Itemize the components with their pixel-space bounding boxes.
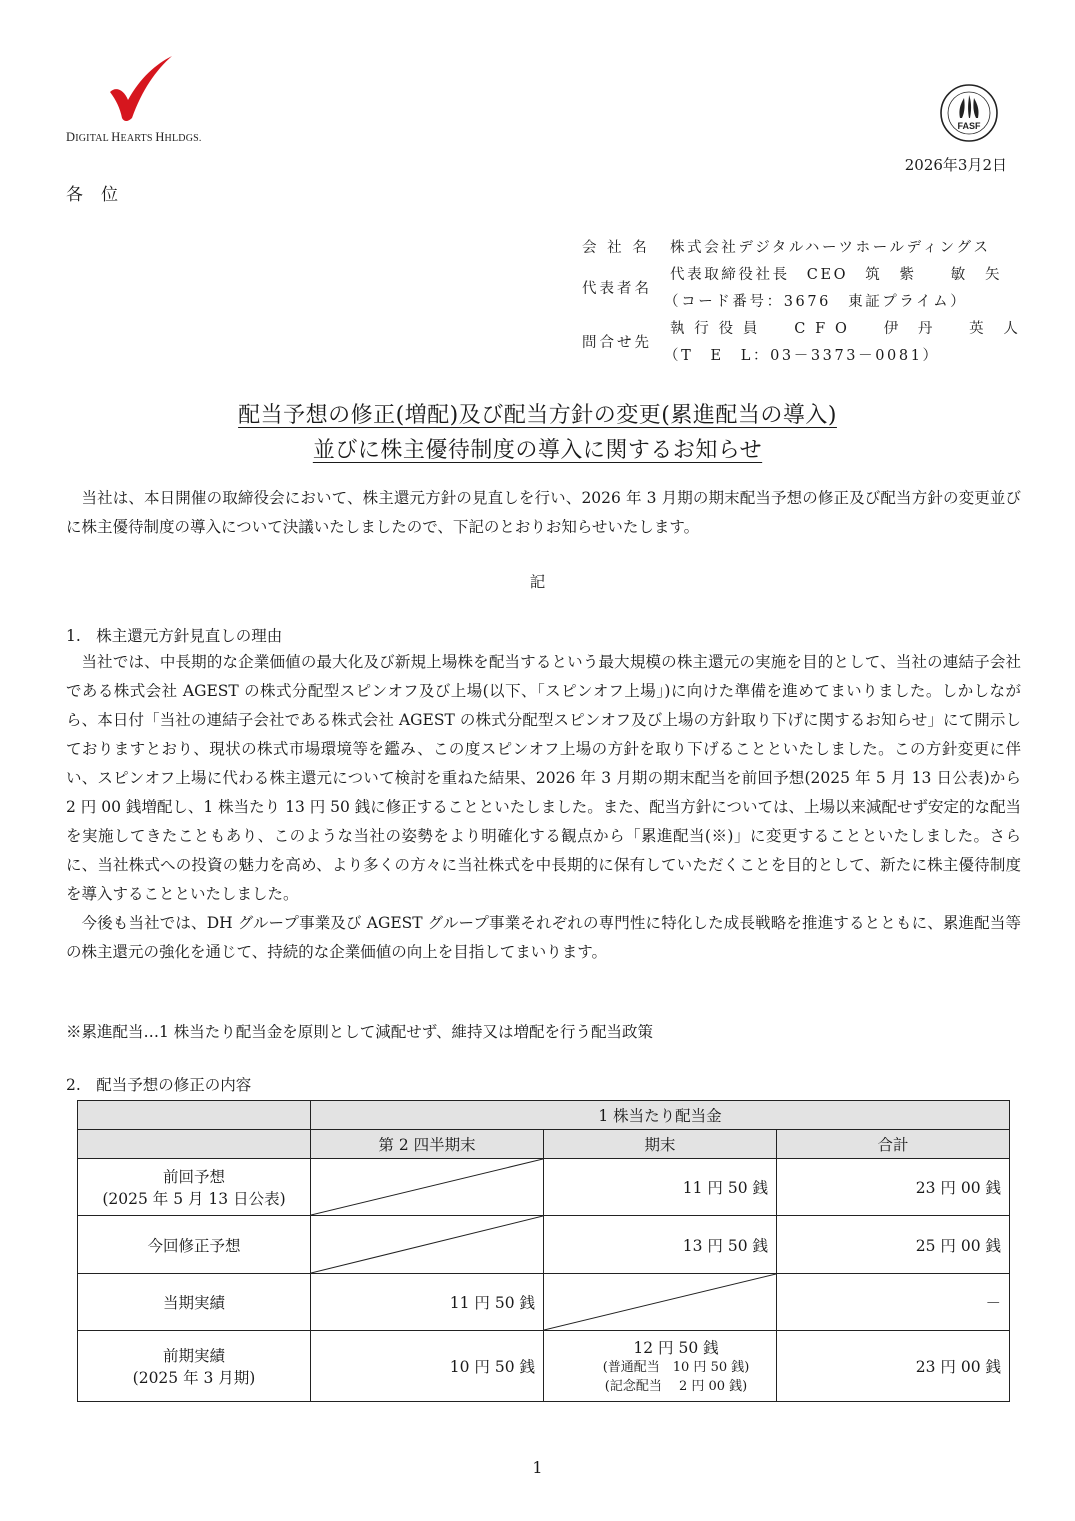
- issue-date: 2026年3月2日: [904, 156, 1007, 174]
- group-header: 1 株当たり配当金: [311, 1101, 1010, 1130]
- ki-marker: 記: [529, 573, 546, 591]
- yearend-value: 11 円 50 銭: [544, 1159, 777, 1216]
- table-row: [78, 1274, 1010, 1331]
- company-name-label: 会 社 名: [582, 240, 650, 256]
- checkmark-logo-icon: [66, 50, 186, 130]
- company-name-value: 株式会社デジタルハーツホールディングス: [670, 240, 991, 256]
- page-number: 1: [532, 1458, 543, 1477]
- table-row: [78, 1331, 1010, 1402]
- section1-paragraph1: 当社では、中長期的な企業価値の最大化及び新規上場株を配当するという最大規模の株主還元の実施を目的として、当社の連結子会社である株式会社 AGEST の株式分配型スピンオフ及び上場(以下、「スピンオフ上場」)に向けた準備を進めてまいりました。しかしながら、本日付「当社の連結子会社である株式会社 AGEST の株式分配型スピンオフ及び上場の方針取り下げに関するお知らせ」にて開示しておりますとおり、現状の株式市場環境等を鑑み、この度スピンオフ上場の方針を取り下げることといたしました。この方針変更に伴い、スピンオフ上場に代わる株主還元について検討を重ねた結果、2026 年 3 月期の期末配当を前回予想(2025 年 5 月 13 日公表)から 2 円 00 銭増配し、1 株当たり 13 円 50 銭に修正することといたしました。また、配当方針については、上場以来減配せず安定的な配当を実施してきたこともあり、このような当社の姿勢をより明確化する観点から「累進配当(※)」に変更することといたしました。さらに、当社株式への投資の魅力を高め、より多くの方々に当社株式を中長期的に保有していただくことを目的として、新たに株主優待制度を導入することといたしました。: [66, 653, 1022, 903]
- contact-value: 執 行 役 員 C F O 伊 丹 英 人: [670, 321, 1021, 337]
- table-corner-lower: [78, 1130, 311, 1159]
- dividend-table: [77, 1100, 1009, 1406]
- total-value: 23 円 00 銭: [777, 1159, 1010, 1216]
- contact-label: 問合せ先: [582, 335, 652, 351]
- section1-heading: 1. 株主還元方針見直しの理由: [66, 627, 283, 645]
- row-label: 前回予想 (2025 年 5 月 13 日公表): [78, 1159, 311, 1216]
- table-corner: [78, 1101, 311, 1130]
- yearend-value: 12 円 50 銭 (普通配当 10 円 50 銭) (記念配当 2 円 00 銭): [544, 1331, 777, 1402]
- column-header-q2: 第 2 四半期末: [311, 1130, 544, 1159]
- addressee: 各位: [66, 185, 136, 205]
- company-logo: [66, 50, 216, 150]
- intro-paragraph: 当社は、本日開催の取締役会において、株主還元方針の見直しを行い、2026 年 3 月期の期末配当予想の修正及び配当方針の変更並びに株主優待制度の導入について決議いたしましたので、下記のとおりお知らせいたします。: [66, 489, 1021, 536]
- empty-cell-diagonal: [544, 1274, 777, 1331]
- yearend-value: 13 円 50 銭: [544, 1216, 777, 1274]
- stock-code: （コード番号：3676 東証プライム）: [664, 294, 968, 310]
- contact-tel: （T E L：03－3373－0081）: [664, 348, 940, 364]
- total-value: －: [777, 1274, 1010, 1331]
- progressive-dividend-note: ※累進配当…1 株当たり配当金を原則として減配せず、維持又は増配を行う配当政策: [66, 1023, 654, 1041]
- empty-cell-diagonal: [311, 1216, 544, 1274]
- row-label: 今回修正予想: [78, 1216, 311, 1274]
- document-title-line2: 並びに株主優待制度の導入に関するお知らせ: [312, 438, 763, 463]
- empty-cell-diagonal: [311, 1159, 544, 1216]
- table-row: [78, 1159, 1010, 1216]
- q2-value: 11 円 50 銭: [311, 1274, 544, 1331]
- document-title-line1: 配当予想の修正(増配)及び配当方針の変更(累進配当の導入): [238, 403, 837, 428]
- q2-value: 10 円 50 銭: [311, 1331, 544, 1402]
- column-header-yearend: 期末: [544, 1130, 777, 1159]
- svg-text:FASF: FASF: [957, 121, 981, 131]
- section2-heading: 2. 配当予想の修正の内容: [66, 1076, 252, 1094]
- logo-wordmark: DIGITAL HEARTS HHLDGS.: [66, 130, 202, 144]
- fasf-seal: [938, 82, 1000, 144]
- section1-body: [66, 648, 1021, 967]
- representative-label: 代表者名: [582, 281, 652, 297]
- table-row: [78, 1216, 1010, 1274]
- column-header-total: 合計: [777, 1130, 1010, 1159]
- representative-value: 代表取締役社長 CEO 筑 紫 敏 矢: [670, 267, 1003, 283]
- row-label: 当期実績: [78, 1274, 311, 1331]
- total-value: 23 円 00 銭: [777, 1331, 1010, 1402]
- row-label: 前期実績 (2025 年 3 月期): [78, 1331, 311, 1402]
- section1-paragraph2: 今後も当社では、DH グループ事業及び AGEST グループ事業それぞれの専門性に特化した成長戦略を推進するとともに、累進配当等の株主還元の強化を通じて、持続的な企業価値の向上を目指してまいります。: [66, 914, 1021, 961]
- fasf-seal-icon: [938, 82, 1000, 144]
- total-value: 25 円 00 銭: [777, 1216, 1010, 1274]
